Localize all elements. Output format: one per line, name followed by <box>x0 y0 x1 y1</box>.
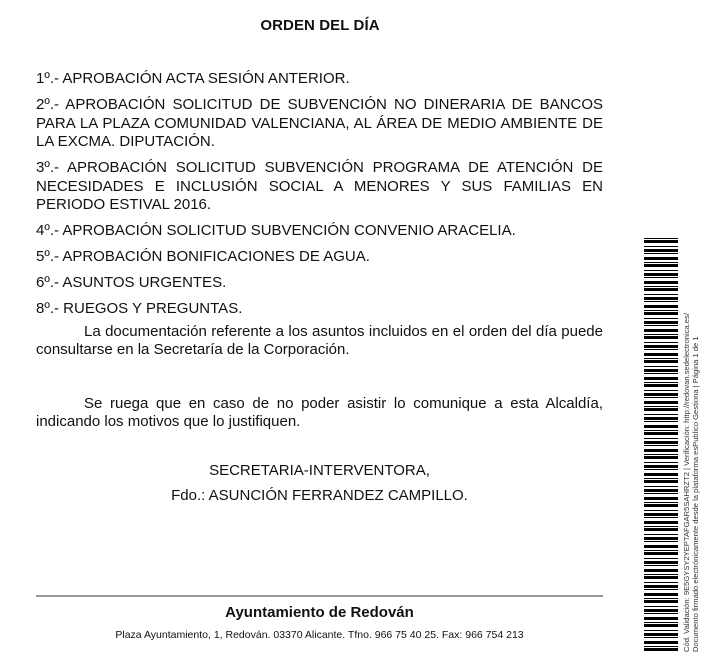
documentation-paragraph: La documentación referente a los asuntos incluidos en el orden del día puede consultarse en la Secretaría de la Corporación. <box>36 322 603 358</box>
verification-line-1: Cód. Validación: 9E5GYSY2YEPTAFGAR5SAHRZT2 | Verificación: http://redovan.sedelectronica.es/ <box>682 313 691 652</box>
document-title: ORDEN DEL DÍA <box>260 17 380 34</box>
attendance-paragraph: Se ruega que en caso de no poder asistir lo comunique a esta Alcaldía, indicando los motivos que lo justifiquen. <box>36 394 603 430</box>
agenda-item-4: 4º.- APROBACIÓN SOLICITUD SUBVENCIÓN CONVENIO ARACELIA. <box>36 222 516 239</box>
agenda-item-2: 2º.- APROBACIÓN SOLICITUD DE SUBVENCIÓN NO DINERARIA DE BANCOS PARA LA PLAZA COMUNIDAD VALENCIANA, AL ÁREA DE MEDIO AMBIENTE DE LA EXCMA. DIPUTACIÓN. <box>36 96 603 150</box>
footer-address: Plaza Ayuntamiento, 1, Redován. 03370 Alicante. Tfno. 966 75 40 25. Fax: 966 754 213 <box>115 629 524 641</box>
agenda-item-5: 5º.- APROBACIÓN BONIFICACIONES DE AGUA. <box>36 248 370 265</box>
verification-text <box>682 238 700 652</box>
verification-line-2: Documento firmado electrónicamente desde la plataforma esPublico Gestiona | Página 1 de 1 <box>691 336 700 652</box>
agenda-item-1: 1º.- APROBACIÓN ACTA SESIÓN ANTERIOR. <box>36 70 350 87</box>
footer-organization: Ayuntamiento de Redován <box>225 604 414 621</box>
signature-role: SECRETARIA-INTERVENTORA, <box>209 462 430 479</box>
footer-divider <box>36 595 603 597</box>
agenda-item-3: 3º.- APROBACIÓN SOLICITUD SUBVENCIÓN PROGRAMA DE ATENCIÓN DE NECESIDADES E INCLUSIÓN SOCIAL A MENORES Y SUS FAMILIAS EN PERIODO ESTIVAL 2016. <box>36 159 603 213</box>
agenda-item-6: 6º.- ASUNTOS URGENTES. <box>36 274 227 291</box>
document-body <box>36 70 603 432</box>
barcode-icon <box>644 238 678 652</box>
agenda-item-8: 8º.- RUEGOS Y PREGUNTAS. <box>36 300 243 317</box>
signature-name: Fdo.: ASUNCIÓN FERRANDEZ CAMPILLO. <box>171 487 468 504</box>
